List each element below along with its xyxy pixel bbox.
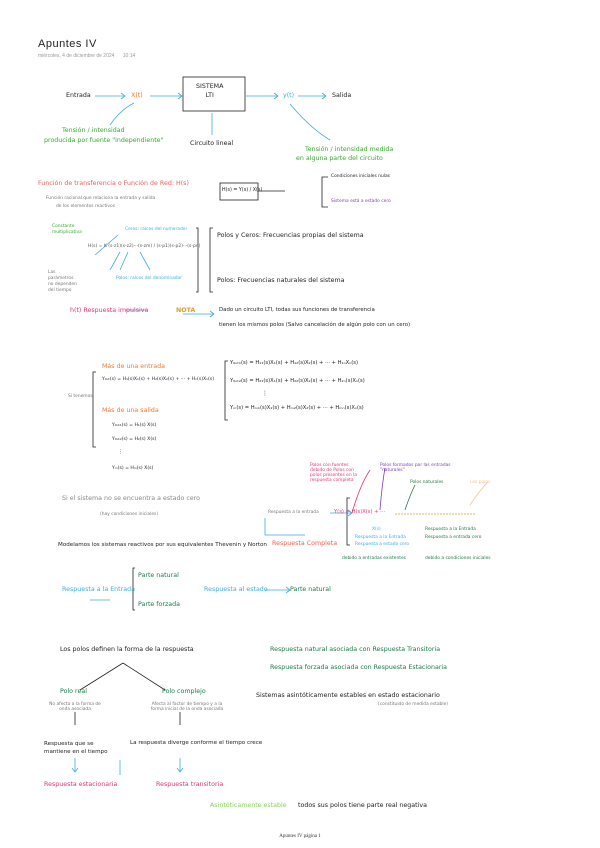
output-signal: y(t) <box>283 92 295 99</box>
matrix-row-2: Y₀ᵤₜ₂(s) = H₂₁(s)X₁(s) + H₂₂(s)X₂(s) + ··· + H₂ₙ(s)Xₙ(s) <box>230 378 365 384</box>
nonzero-if-1: Si el sistema no se encuentra a estado cero <box>62 495 200 502</box>
page-title: Apuntes IV <box>38 38 97 50</box>
matrix-row-3: Yₘ(s) = Hₘ₁(s)X₁(s) + Hₘ₂(s)X₂(s) + ··· + Hₘₙ(s)Xₙ(s) <box>230 405 364 411</box>
nonzero-if-2: (hay condiciones iniciales) <box>100 512 159 517</box>
model-note: Modelamos los sistemas reactivos por sus equivalentes Thevenin y Norton <box>58 542 267 548</box>
note-poles-fb: Polos formados por las entradas "naturales" <box>380 463 451 473</box>
poles-freq: Polos: Frecuencias naturales del sistema <box>217 277 345 284</box>
page-footer: Apuntes IV página 1 <box>279 834 321 839</box>
transfer-desc-1: Función racional que relaciona la entrada y salida <box>46 196 156 201</box>
nota-line-1: Dado un circuito LTI, todas sus funciones de transferencia <box>219 307 375 313</box>
complex-pole-note: Afecta al factor de tiempo y a la forma inicial de la onda asociada <box>150 702 224 712</box>
steady-response: Respuesta estacionaria <box>44 781 118 788</box>
forced-part: Parte forzada <box>138 601 180 608</box>
input-signal: X(t) <box>131 92 143 99</box>
debido-2: debido a condiciones iniciales <box>425 556 491 561</box>
poles-note: Polos: raíces del denominador <box>116 276 183 281</box>
note-poles-tr: Polos con fuentes debido de Polos con polos presentes en la respuesta completa <box>310 463 357 483</box>
transient-response: Respuesta transitoria <box>156 781 224 788</box>
source-note-1: Tensión / intensidad <box>62 127 125 134</box>
poles-shape-head: Los polos definen la forma de la respuesta <box>60 646 194 653</box>
stable-note: (constituido de medida estable) <box>378 702 448 707</box>
transfer-title: Función de transferencia o Función de Red: H(s) <box>38 180 189 187</box>
zeros-poles-freq: Polos y Ceros: Frecuencias propias del sistema <box>217 232 364 239</box>
input-label: Entrada <box>66 92 91 99</box>
resp-ent2: Respuesta a entrada cero <box>425 535 482 540</box>
xs-label: X(s) <box>372 527 381 532</box>
source-note-2: producida por fuente "independiente" <box>44 137 164 144</box>
multi-intro: Si tenemos <box>68 394 93 399</box>
resp-ent: Respuesta a la Entrada <box>425 527 476 532</box>
resp-input-note: Respuesta a la entrada <box>268 510 319 515</box>
poles-formula: H(s) = K (s-z1)(s-z2)···(s-zm) / (s-p1)(s-p2)···(s-pn) <box>88 244 201 249</box>
real-pole-note: No afecta a la forma de onda asociada <box>49 702 101 712</box>
output-label: Salida <box>332 92 352 99</box>
state-natural: Parte natural <box>290 586 331 593</box>
debido-1: debido a entradas existentes <box>342 556 406 561</box>
complete-eq: Y(s) = H(s)X(s) + ··· <box>334 509 386 515</box>
measure-note-2: en alguna parte del circuito <box>296 155 383 162</box>
resp-diverge-text: La respuesta diverge conforme el tiempo crece <box>130 740 263 746</box>
resp-sal: Respuesta a la Entrada <box>355 535 406 540</box>
natural-transient: Respuesta natural asociada con Respuesta Transitoria <box>270 646 441 653</box>
zeros-note: Ceros: raíces del numerador <box>125 227 188 232</box>
system-block: SISTEMA LTI <box>196 83 224 99</box>
multi-output-eq-2: Y₀ᵤₜ₂(s) = H₂(s) X(s) <box>112 437 157 442</box>
transfer-desc-2: de los elementos reactivos <box>56 204 115 209</box>
multi-input-title: Más de una entrada <box>102 363 165 370</box>
stable-systems: Sistemas asintóticamente estables en estado estacionario <box>256 692 440 699</box>
natural-part: Parte natural <box>138 572 179 579</box>
asymptotic-stable: Asintóticamente estable <box>210 802 287 809</box>
resp-input-title: Respuesta a la Entrada <box>62 586 135 593</box>
cond-1: Condiciones iniciales nulas <box>331 174 390 179</box>
resp-state-title: Respuesta al estado <box>204 586 268 593</box>
forced-steady: Respuesta forzada asociada con Respuesta Estacionaria <box>270 664 448 671</box>
multi-output-dots: ⋮ <box>118 449 123 455</box>
cond-2: Sistema está a estado cero <box>331 199 391 204</box>
resp-steady-text: Respuesta que se mantiene en el tiempo <box>44 741 108 755</box>
time-note: Las parámetros no dependen del tiempo <box>48 270 77 293</box>
complex-pole: Polo complejo <box>162 688 206 695</box>
resp-zero: Respuesta a estado cero <box>355 542 410 547</box>
multi-output-eq-3: Yₘ(s) = Hₘ(s) X(s) <box>112 466 154 471</box>
real-pole: Polo real <box>60 688 87 695</box>
complete-response: Respuesta Completa <box>272 540 338 547</box>
page-date: miércoles, 4 de diciembre de 2024 10:14 <box>38 53 136 59</box>
asymptotic-condition: todos sus polos tiene parte real negativa <box>298 802 427 809</box>
natural-poles-note: Polos naturales <box>410 480 444 485</box>
multi-input-eq: Y₀ᵤₜ(s) = H₁(s)X₁(s) + H₂(s)X₂(s) + ··· + Hₙ(s)Xₙ(s) <box>102 377 214 382</box>
matrix-row-1: Y₀ᵤₜ₁(s) = H₁₁(s)X₁(s) + H₁₂(s)X₂(s) + ··· + H₁ₙXₙ(s) <box>230 360 359 366</box>
measure-note-1: Tensión / intensidad medida <box>305 146 394 153</box>
circuit-label: Circuito lineal <box>190 140 234 147</box>
multi-output-eq-1: Y₀ᵤₜ₁(s) = H₁(s) X(s) <box>112 423 157 428</box>
impulse-response: h(t) Respuesta impulsiva <box>70 307 149 314</box>
nota-label: NOTA <box>176 307 196 314</box>
transfer-formula: H(s) = Y(s) / X(s) <box>222 188 263 193</box>
free-poles-note: Los polos <box>470 480 491 485</box>
matrix-dots: ⋮ <box>262 390 268 397</box>
nota-line-2: tienen los mismos polos (Salvo cancelación de algún polo con un cero) <box>219 322 411 328</box>
multi-output-title: Más de una salida <box>102 407 159 414</box>
constant-note: Constante multiplicativa <box>52 224 82 235</box>
